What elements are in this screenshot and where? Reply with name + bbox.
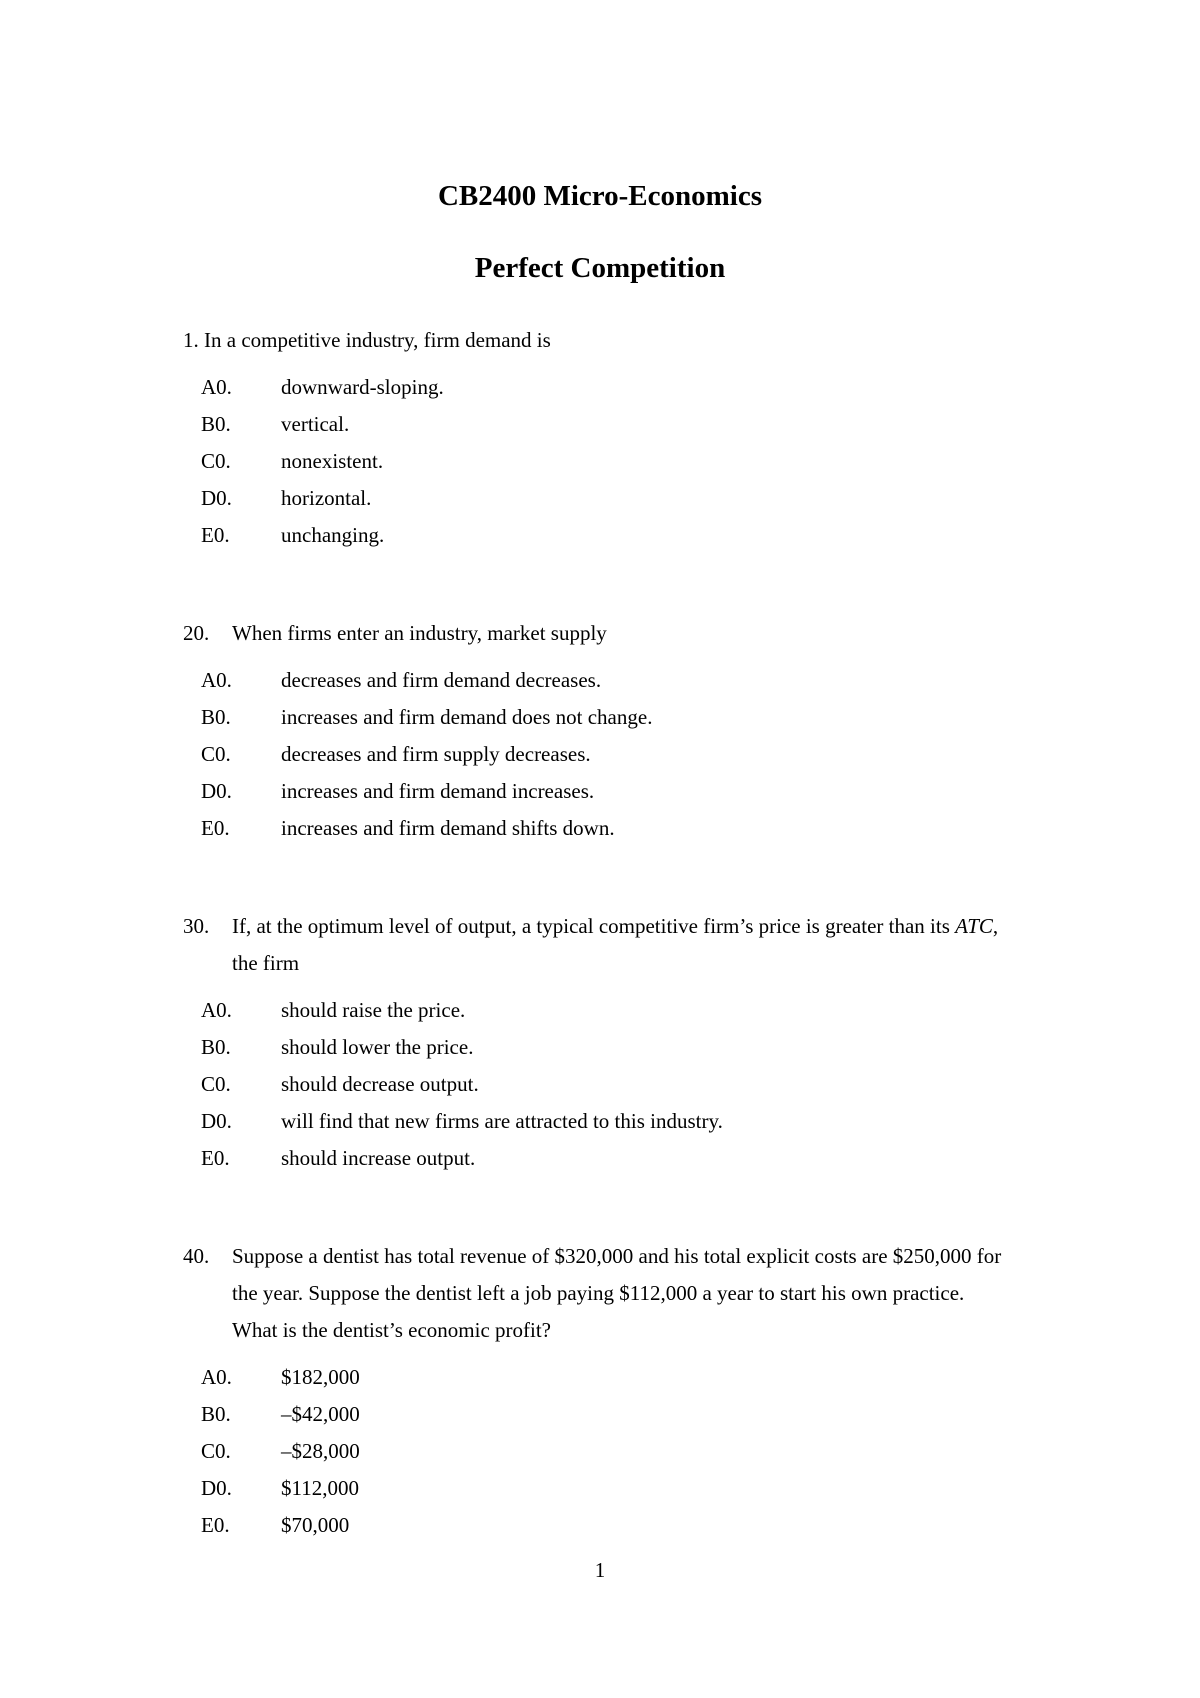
choice-letter: A0. <box>201 1365 232 1389</box>
choice-e <box>183 1140 1003 1177</box>
question-40 <box>183 1238 1003 1544</box>
choice-a <box>183 662 1003 699</box>
choice-d <box>183 773 1003 810</box>
choice-c <box>183 1433 1003 1470</box>
choice-a <box>183 369 1003 406</box>
choice-letter: E0. <box>201 1146 230 1170</box>
choice-letter: D0. <box>201 1476 232 1500</box>
choice-letter: B0. <box>201 412 231 436</box>
choice-letter: B0. <box>201 1402 231 1426</box>
question-text: If, at the optimum level of output, a typical competitive firm’s price is greater than its <box>232 914 956 938</box>
choice-letter: A0. <box>201 998 232 1022</box>
choice-c <box>183 736 1003 773</box>
question-text-end: , the firm <box>232 914 999 975</box>
choice-c <box>183 1066 1003 1103</box>
choice-text: nonexistent. <box>281 449 384 473</box>
question-20 <box>183 615 1003 847</box>
choice-b <box>183 1396 1003 1433</box>
question-number: 20. <box>183 621 210 645</box>
atc-term: ATC <box>955 914 993 938</box>
choice-b <box>183 406 1003 443</box>
choice-text: decreases and firm supply decreases. <box>281 742 591 766</box>
choice-text: –$28,000 <box>281 1439 360 1463</box>
choice-letter: C0. <box>201 742 231 766</box>
choice-text: will find that new firms are attracted to this industry. <box>281 1109 723 1133</box>
choice-text: increases and firm demand does not change. <box>281 705 653 729</box>
choice-d <box>183 480 1003 517</box>
choice-letter: E0. <box>201 816 230 840</box>
topic-title: Perfect Competition <box>474 252 726 284</box>
choice-letter: A0. <box>201 668 232 692</box>
choice-text: increases and firm demand increases. <box>281 779 595 803</box>
question-number: 30. <box>183 914 210 938</box>
choice-b <box>183 1029 1003 1066</box>
question-1 <box>183 322 1003 554</box>
choice-text: should raise the price. <box>281 998 466 1022</box>
choice-letter: D0. <box>201 779 232 803</box>
choice-a <box>183 1359 1003 1396</box>
question-1-stem <box>183 322 1003 359</box>
choice-text: unchanging. <box>281 523 385 547</box>
choice-text: $112,000 <box>281 1476 359 1500</box>
choice-e <box>183 517 1003 554</box>
question-text: In a competitive industry, firm demand is <box>204 328 551 352</box>
choice-letter: A0. <box>201 375 232 399</box>
course-title: CB2400 Micro-Economics <box>437 180 763 212</box>
choice-e <box>183 1507 1003 1544</box>
choice-letter: B0. <box>201 1035 231 1059</box>
choice-letter: B0. <box>201 705 231 729</box>
choice-list <box>183 662 1003 847</box>
choice-text: –$42,000 <box>281 1402 360 1426</box>
choice-text: horizontal. <box>281 486 372 510</box>
page-number: 1 <box>594 1558 606 1582</box>
choice-letter: E0. <box>201 523 230 547</box>
choice-letter: C0. <box>201 1439 231 1463</box>
choice-letter: C0. <box>201 449 231 473</box>
choice-e <box>183 810 1003 847</box>
choice-letter: C0. <box>201 1072 231 1096</box>
choice-text: decreases and firm demand decreases. <box>281 668 602 692</box>
question-number: 40. <box>183 1244 210 1268</box>
choice-d <box>183 1103 1003 1140</box>
choice-c <box>183 443 1003 480</box>
choice-text: should increase output. <box>281 1146 476 1170</box>
question-text: Suppose a dentist has total revenue of $320,000 and his total explicit costs are $250,000 for the year. Suppose the dentist left a job paying $112,000 a year to start his own practice. What is the dentist’s economic profit? <box>232 1244 1002 1342</box>
choice-letter: E0. <box>201 1513 230 1537</box>
choice-list <box>183 992 1003 1177</box>
question-text: When firms enter an industry, market supply <box>232 621 607 645</box>
choice-b <box>183 699 1003 736</box>
question-20-stem <box>183 615 1003 652</box>
choice-text: should lower the price. <box>281 1035 474 1059</box>
choice-a <box>183 992 1003 1029</box>
choice-text: downward-sloping. <box>281 375 444 399</box>
choice-text: $70,000 <box>281 1513 350 1537</box>
choice-text: $182,000 <box>281 1365 360 1389</box>
question-30-stem <box>183 908 1003 982</box>
choice-text: should decrease output. <box>281 1072 479 1096</box>
choice-letter: D0. <box>201 486 232 510</box>
choice-letter: D0. <box>201 1109 232 1133</box>
question-40-stem <box>183 1238 1003 1349</box>
choice-list <box>183 1359 1003 1544</box>
question-number: 1. <box>183 328 199 352</box>
choice-list <box>183 369 1003 554</box>
question-30 <box>183 908 1003 1177</box>
choice-d <box>183 1470 1003 1507</box>
choice-text: vertical. <box>281 412 350 436</box>
choice-text: increases and firm demand shifts down. <box>281 816 615 840</box>
